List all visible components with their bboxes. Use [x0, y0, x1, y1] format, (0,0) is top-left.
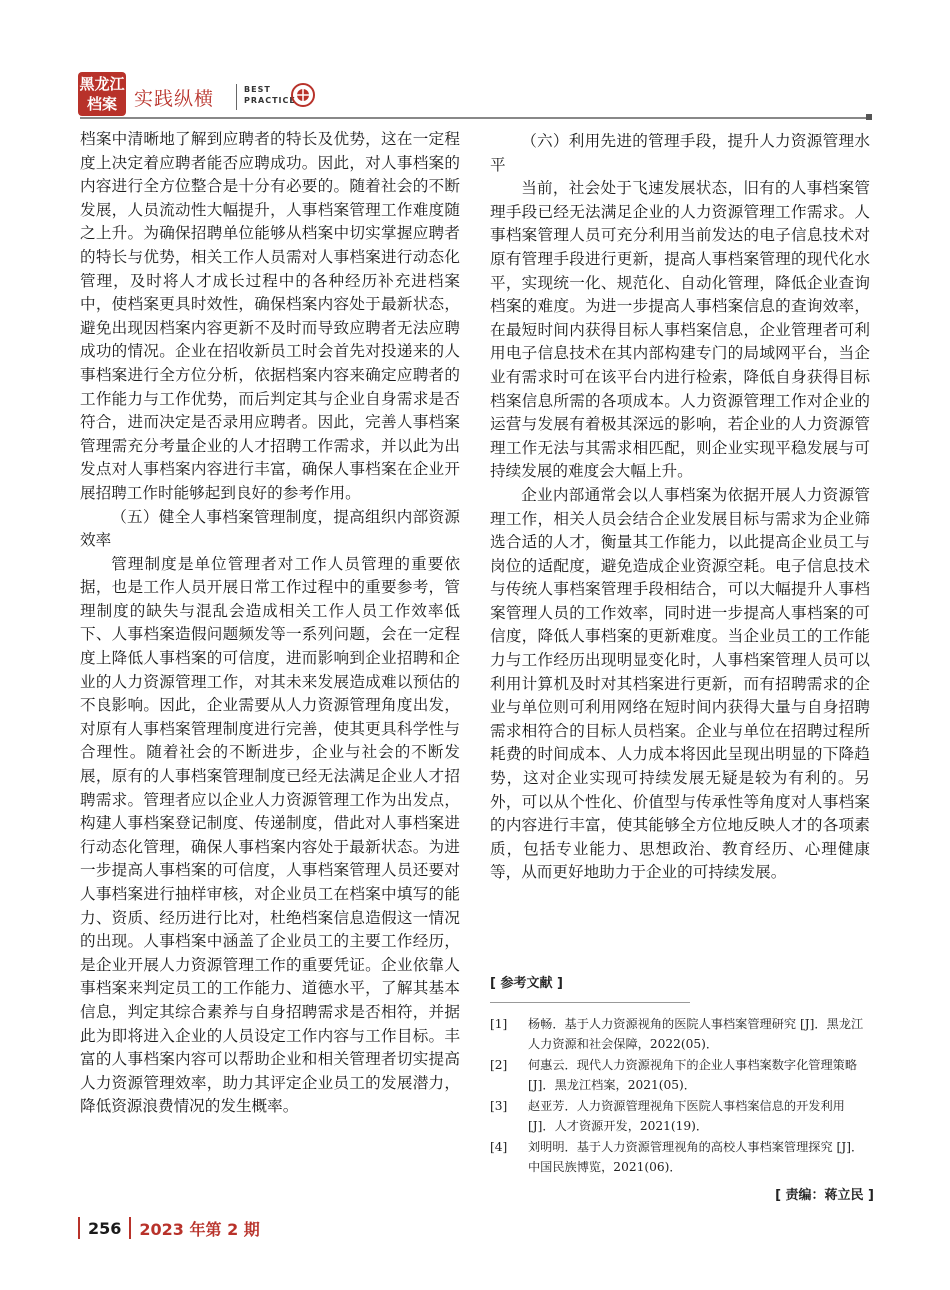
best-label-line-2: PRACTICE	[244, 96, 296, 105]
reference-item	[490, 1097, 875, 1136]
paragraph: 档案中清晰地了解到应聘者的特长及优势，这在一定程度上决定着应聘者能否应聘成功。因此，对人事档案的内容进行全方位整合是十分有必要的。随着社会的不断发展，人员流动性大幅提升，人事档案管理工作难度随之上升。为确保招聘单位能够从档案中切实掌握应聘者的特长与优势，相关工作人员需对人事档案进行动态化管理，及时将人才成长过程中的各种经历补充进档案中，使档案更具时效性，确保档案内容处于最新状态，避免出现因档案内容更新不及时而导致应聘者无法应聘成功的情况。企业在招收新员工时会首先对投递来的人事档案进行全方位分析，依据档案内容来确定应聘者的工作能力与工作优势，而后判定其与企业自身需求是否符合，进而决定是否录用应聘者。因此，完善人事档案管理需充分考量企业的人才招聘工作需求，并以此为出发点对人事档案内容进行丰富，确保人事档案在企业开展招聘工作时能够起到良好的参考作用。	[80, 130, 460, 502]
page-number: 256	[88, 1218, 122, 1238]
reference-number: [4]	[490, 1140, 508, 1154]
issue-label: 2023 年第 2 期	[139, 1219, 260, 1239]
reference-text: 刘明明．基于人力资源管理视角的高校人事档案管理探究 [J]．中国民族博览，2021(06)．	[528, 1140, 864, 1174]
reference-text: 杨畅．基于人力资源视角的医院人事档案管理研究 [J]．黑龙江人力资源和社会保障，2022(05)．	[528, 1017, 864, 1051]
reference-text: 何惠云．现代人力资源视角下的企业人事档案数字化管理策略 [J]．黑龙江档案，2021(05)．	[528, 1058, 858, 1092]
reference-item	[490, 1056, 875, 1095]
header-separator	[236, 84, 237, 110]
reference-number: [1]	[490, 1017, 508, 1031]
footer-bar	[78, 1217, 80, 1239]
footer-bar	[129, 1217, 131, 1239]
paragraph: 管理制度是单位管理者对工作人员管理的重要依据，也是工作人员开展日常工作过程中的重要参考，管理制度的缺失与混乱会造成相关工作人员工作效率低下、人事档案造假问题频发等一系列问题，会在一定程度上降低人事档案的可信度，进而影响到企业招聘和企业的人力资源管理工作，对其未来发展造成难以预估的不良影响。因此，企业需要从人力资源管理角度出发，对原有人事档案管理制度进行完善，使其更具科学性与合理性。随着社会的不断进步，企业与社会的不断发展，原有的人事档案管理制度已经无法满足企业人才招聘需求。管理者应以企业人力资源管理工作为出发点，构建人事档案登记制度、传递制度，借此对人事档案进行动态化管理，确保人事档案内容处于最新状态。为进一步提高人事档案的可信度，人事档案管理人员还要对人事档案进行抽样审核，对企业员工在档案中填写的能力、资质、经历进行比对，杜绝档案信息造假这一情况的出现。人事档案中涵盖了企业员工的主要工作经历，是企业开展人力资源管理工作的重要凭证。企业依靠人事档案来判定员工的工作能力、道德水平，了解其基本信息，判定其综合素养与自身招聘需求是否相符，并据此为即将进入企业的人员设定工作内容与工作目标。丰富的人事档案内容可以帮助企业和相关管理者切实提高人力资源管理效率，助力其评定企业员工的发展潜力，降低资源浪费情况的发生概率。	[80, 554, 460, 1116]
right-column	[490, 130, 870, 885]
left-column	[80, 128, 460, 1119]
subheading: （五）健全人事档案管理制度，提高组织内部资源效率	[80, 507, 460, 550]
header-rule-end	[866, 114, 872, 120]
emblem-icon	[290, 82, 316, 108]
page-header	[78, 72, 878, 122]
logo-line-2: 档案	[86, 95, 117, 113]
best-practice-label	[244, 84, 296, 106]
editor-credit: [ 责编：蒋立民 ]	[775, 1188, 874, 1203]
reference-item	[490, 1015, 875, 1054]
paragraph: 企业内部通常会以人事档案为依据开展人力资源管理工作，相关人员会结合企业发展目标与需求为企业筛选合适的人才，衡量其工作能力，以此提高企业员工与岗位的适配度，避免造成企业资源空耗。电子信息技术与传统人事档案管理手段相结合，可以大幅提升人事档案管理人员的工作效率，同时进一步提高人事档案的可信度，降低人事档案的更新难度。当企业员工的工作能力与工作经历出现明显变化时，人事档案管理人员可以利用计算机及时对其档案进行更新，而有招聘需求的企业与单位则可利用网络在短时间内获得大量与自身招聘需求相符合的目标人员档案。企业与单位在招聘过程所耗费的时间成本、人力成本将因此呈现出明显的下降趋势，这对企业实现可持续发展无疑是较为有利的。另外，可以从个性化、价值型与传承性等角度对人事档案的内容进行丰富，使其能够全方位地反映人才的各项素质，包括专业能力、思想政治、教育经历、心理健康等，从而更好地助力于企业的可持续发展。	[490, 485, 870, 882]
reference-item	[490, 1138, 875, 1177]
reference-text: 赵亚芳．人力资源管理视角下医院人事档案信息的开发利用 [J]．人才资源开发，2021(19)．	[528, 1099, 845, 1133]
section-title: 实践纵横	[134, 88, 215, 110]
reference-number: [3]	[490, 1099, 508, 1113]
references-heading: [ 参考文献 ]	[490, 976, 563, 991]
reference-number: [2]	[490, 1058, 508, 1072]
journal-logo	[78, 72, 126, 116]
best-label-line-1: BEST	[244, 85, 271, 94]
subheading: （六）利用先进的管理手段，提升人力资源管理水平	[490, 132, 870, 174]
paragraph: 当前，社会处于飞速发展状态，旧有的人事档案管理手段已经无法满足企业的人力资源管理工作需求。人事档案管理人员可充分利用当前发达的电子信息技术对原有管理手段进行更新，提高人事档案管理的现代化水平，实现统一化、规范化、自动化管理，降低企业查询档案的难度。为进一步提高人事档案信息的查询效率，在最短时间内获得目标人事档案信息，企业管理者可利用电子信息技术在其内部构建专门的局域网平台，当企业有需求时可在该平台内进行检索，降低自身获得目标档案信息所需的各项成本。人力资源管理工作对企业的运营与发展有着极其深远的影响，若企业的人力资源管理工作无法与其需求相匹配，则企业实现平稳发展与可持续发展的难度会大幅上升。	[490, 179, 870, 481]
page-footer	[78, 1213, 260, 1243]
references-rule	[490, 1002, 690, 1003]
logo-line-1: 黑龙江	[79, 75, 125, 93]
header-rule	[80, 117, 870, 119]
references-list	[490, 1015, 875, 1179]
